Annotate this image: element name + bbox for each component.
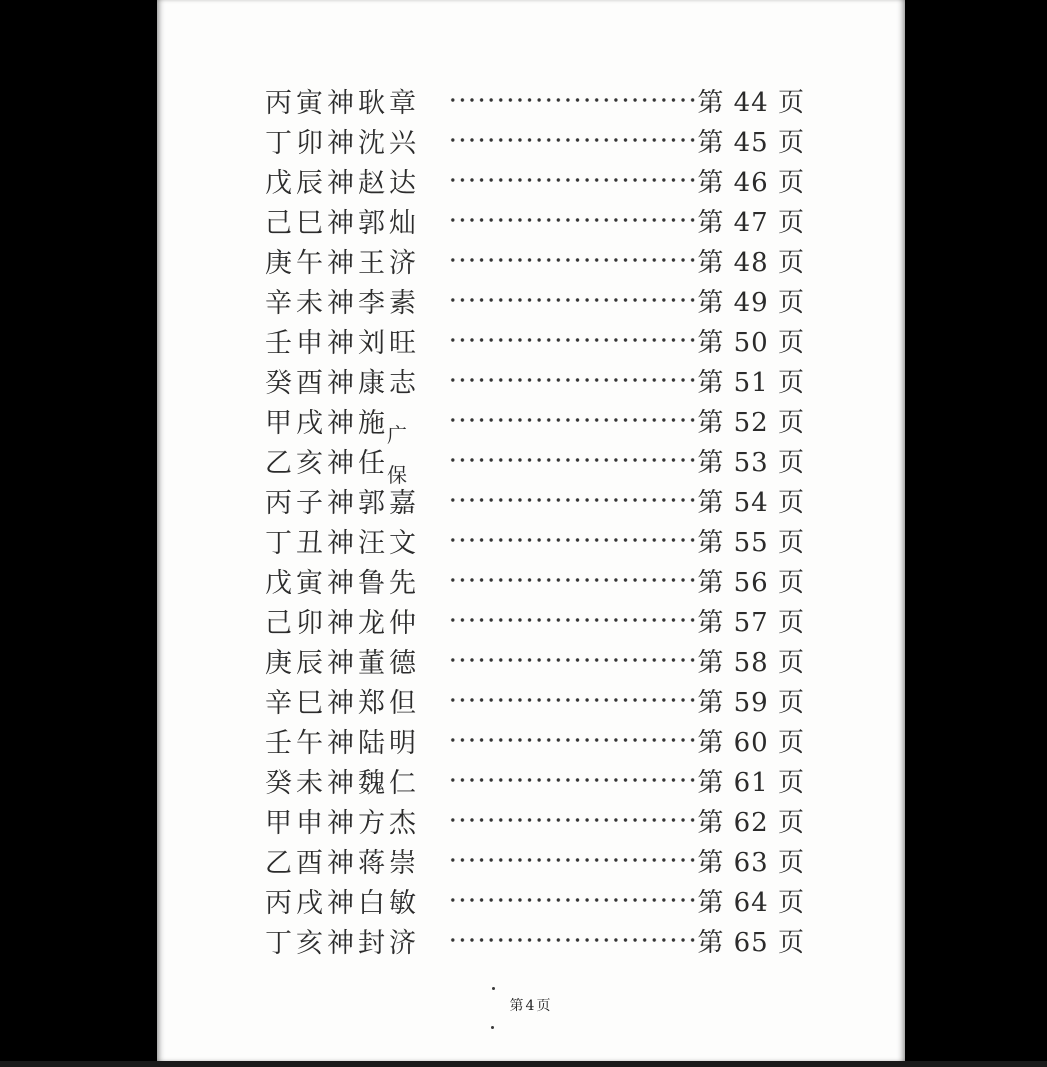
dot-leader <box>448 400 697 440</box>
entry-title <box>265 921 448 960</box>
entry-title-text: 辛巳神郑但 <box>265 687 420 719</box>
toc-entry-row <box>265 120 805 160</box>
entry-title-text: 甲申神方杰 <box>265 807 420 839</box>
toc-entry-row <box>265 480 805 520</box>
entry-title-text: 丁亥神封济 <box>265 927 420 959</box>
entry-title <box>265 121 448 160</box>
toc-entry-row <box>265 920 805 960</box>
entry-title-text: 乙酉神蒋崇 <box>265 847 420 879</box>
toc-entry-row <box>265 160 805 200</box>
book-page <box>157 0 905 1061</box>
entry-page-number: 第 52 页 <box>697 407 805 438</box>
dot-leader <box>448 240 697 280</box>
entry-title <box>265 321 448 360</box>
entry-title-text: 戊辰神赵达 <box>265 167 420 199</box>
toc-entry-row <box>265 440 805 487</box>
entry-title-text: 戊寅神鲁先 <box>265 567 420 599</box>
entry-title-text: 丁丑神汪文 <box>265 527 420 559</box>
entry-title-text: 甲戌神施 <box>265 407 389 439</box>
dot-leader <box>448 800 697 840</box>
toc-list <box>265 80 805 960</box>
entry-title <box>265 721 448 760</box>
entry-title-text: 丙子神郭嘉 <box>265 487 420 519</box>
entry-page-number: 第 60 页 <box>697 727 805 758</box>
dot-leader <box>448 640 697 680</box>
entry-title-text: 辛未神李素 <box>265 287 420 319</box>
dot-leader <box>448 760 697 800</box>
dot-leader <box>448 440 697 480</box>
entry-title <box>265 641 448 680</box>
entry-page-number: 第 47 页 <box>697 207 805 238</box>
dot-leader <box>448 720 697 760</box>
toc-entry-row <box>265 400 805 447</box>
entry-title <box>265 81 448 120</box>
toc-entry-row <box>265 280 805 320</box>
entry-title-text: 庚辰神董德 <box>265 647 420 679</box>
toc-entry-row <box>265 320 805 360</box>
entry-title <box>265 361 448 400</box>
entry-title-subscript-char: 广 <box>387 422 407 447</box>
dot-leader <box>448 120 697 160</box>
entry-title-text: 乙亥神任 <box>265 447 389 479</box>
entry-title <box>265 521 448 560</box>
toc-entry-row <box>265 840 805 880</box>
entry-title <box>265 601 448 640</box>
scan-artifact-dot <box>492 987 495 990</box>
entry-page-number: 第 65 页 <box>697 927 805 958</box>
entry-page-number: 第 61 页 <box>697 767 805 798</box>
entry-page-number: 第 58 页 <box>697 647 805 678</box>
entry-page-number: 第 63 页 <box>697 847 805 878</box>
entry-title <box>265 481 448 520</box>
entry-title <box>265 441 448 487</box>
entry-page-number: 第 64 页 <box>697 887 805 918</box>
entry-title <box>265 161 448 200</box>
toc-entry-row <box>265 720 805 760</box>
entry-title <box>265 761 448 800</box>
dot-leader <box>448 880 697 920</box>
toc-entry-row <box>265 520 805 560</box>
entry-title <box>265 801 448 840</box>
entry-page-number: 第 48 页 <box>697 247 805 278</box>
toc-entry-row <box>265 360 805 400</box>
toc-entry-row <box>265 880 805 920</box>
dot-leader <box>448 360 697 400</box>
entry-title-text: 己卯神龙仲 <box>265 607 420 639</box>
toc-entry-row <box>265 200 805 240</box>
entry-title-text: 庚午神王济 <box>265 247 420 279</box>
dot-leader <box>448 480 697 520</box>
toc-entry-row <box>265 240 805 280</box>
entry-page-number: 第 50 页 <box>697 327 805 358</box>
dot-leader <box>448 80 697 120</box>
scan-edge-bottom <box>0 1061 1047 1067</box>
dot-leader <box>448 320 697 360</box>
entry-page-number: 第 51 页 <box>697 367 805 398</box>
entry-title <box>265 841 448 880</box>
dot-leader <box>448 200 697 240</box>
entry-title-text: 壬午神陆明 <box>265 727 420 759</box>
dot-leader <box>448 840 697 880</box>
toc-entry-row <box>265 760 805 800</box>
entry-title <box>265 281 448 320</box>
entry-title <box>265 241 448 280</box>
entry-page-number: 第 57 页 <box>697 607 805 638</box>
dot-leader <box>448 600 697 640</box>
entry-page-number: 第 54 页 <box>697 487 805 518</box>
scan-artifact-dot <box>491 1026 494 1029</box>
entry-page-number: 第 49 页 <box>697 287 805 318</box>
entry-title-text: 癸酉神康志 <box>265 367 420 399</box>
entry-title <box>265 201 448 240</box>
dot-leader <box>448 160 697 200</box>
toc-entry-row <box>265 800 805 840</box>
entry-title <box>265 561 448 600</box>
entry-page-number: 第 45 页 <box>697 127 805 158</box>
entry-page-number: 第 53 页 <box>697 447 805 478</box>
toc-entry-row <box>265 640 805 680</box>
dot-leader <box>448 680 697 720</box>
page-footer: 第4页 <box>509 998 553 1014</box>
entry-page-number: 第 59 页 <box>697 687 805 718</box>
entry-title <box>265 881 448 920</box>
dot-leader <box>448 920 697 960</box>
toc-entry-row <box>265 560 805 600</box>
toc-entry-row <box>265 600 805 640</box>
entry-title-text: 丙戌神白敏 <box>265 887 420 919</box>
entry-page-number: 第 62 页 <box>697 807 805 838</box>
entry-title <box>265 401 448 447</box>
entry-title-text: 丙寅神耿章 <box>265 87 420 119</box>
entry-title-text: 己巳神郭灿 <box>265 207 420 239</box>
toc-entry-row <box>265 80 805 120</box>
toc-entry-row <box>265 680 805 720</box>
entry-page-number: 第 55 页 <box>697 527 805 558</box>
entry-title <box>265 681 448 720</box>
dot-leader <box>448 280 697 320</box>
entry-title-text: 壬申神刘旺 <box>265 327 420 359</box>
entry-title-text: 丁卯神沈兴 <box>265 127 420 159</box>
dot-leader <box>448 520 697 560</box>
entry-page-number: 第 46 页 <box>697 167 805 198</box>
entry-title-subscript-char: 保 <box>387 462 407 487</box>
entry-title-text: 癸未神魏仁 <box>265 767 420 799</box>
entry-page-number: 第 44 页 <box>697 87 805 118</box>
entry-page-number: 第 56 页 <box>697 567 805 598</box>
dot-leader <box>448 560 697 600</box>
